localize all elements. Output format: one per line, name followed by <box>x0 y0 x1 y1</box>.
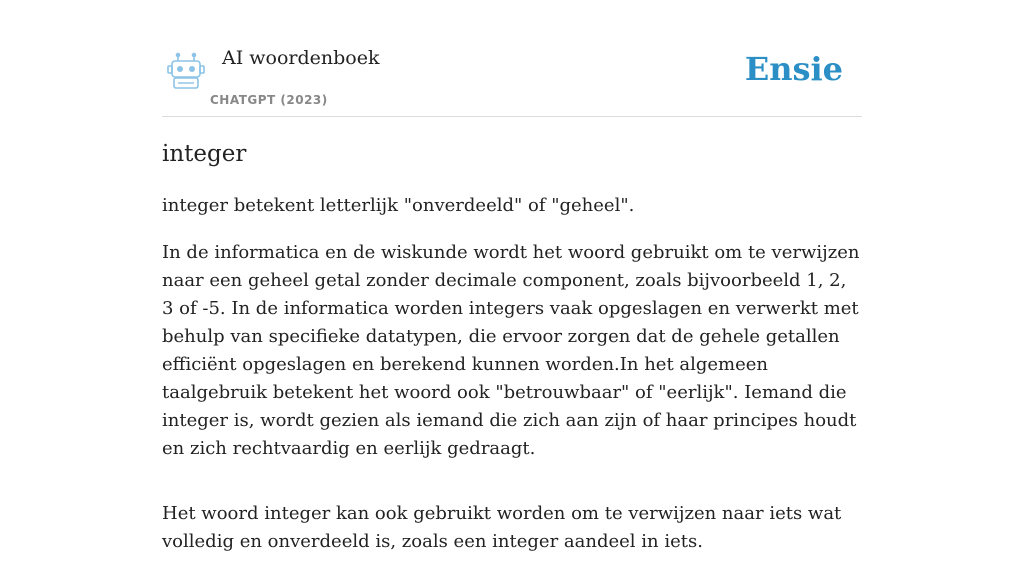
source-name[interactable]: AI woordenboek <box>222 47 380 69</box>
definition-paragraph: In de informatica en de wiskunde wordt het woord gebruikt om te verwijzen naar een geheel getal zonder decimale component, zoals bijvoorbeeld 1, 2, 3 of -5. In de informatica worden integers vaak opgeslagen en verwerkt met behulp van specifieke datatypen, die ervoor zorgen dat de gehele getallen efficiënt opgeslagen en berekend kunnen worden.In het algemeen taalgebruik betekent het woord ook "betrouwbaar" of "eerlijk". Iemand die integer is, wordt gezien als iemand die zich aan zijn of haar principes houdt en zich rechtvaardig en eerlijk gedraagt. <box>162 242 860 459</box>
robot-icon <box>166 52 206 90</box>
brand-logo[interactable]: Ensie <box>744 50 843 88</box>
entry-definition <box>162 192 862 575</box>
definition-paragraph: Het woord integer kan ook gebruikt worden om te verwijzen naar iets wat volledig en onverdeeld is, zoals een integer aandeel in iets. <box>162 503 842 552</box>
source-subtitle: CHATGPT (2023) <box>210 93 328 107</box>
entry-card <box>162 0 862 552</box>
definition-paragraph: integer betekent letterlijk "onverdeeld" of "geheel". <box>162 195 635 216</box>
entry-term: integer <box>162 141 247 167</box>
entry-header <box>162 0 862 117</box>
